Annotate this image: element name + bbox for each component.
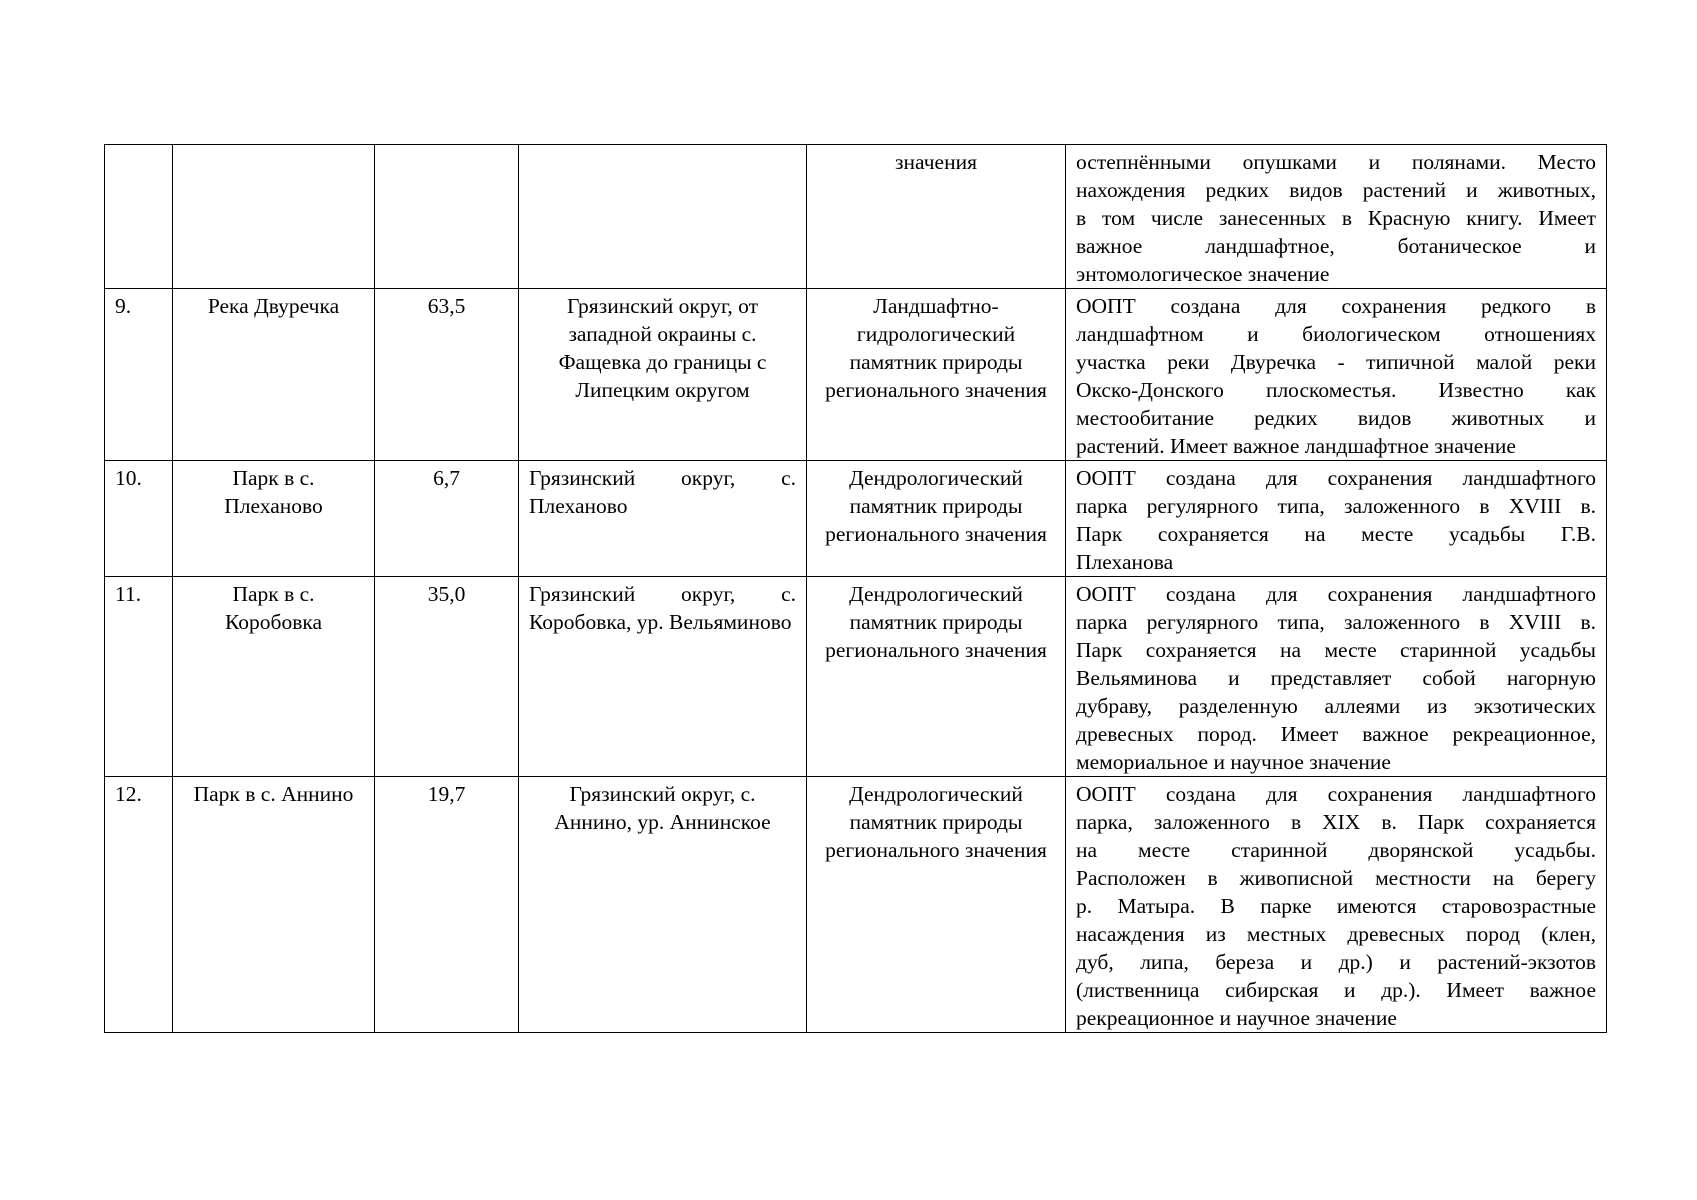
area-category: Дендрологический памятник природы регионального значения (807, 577, 1066, 777)
description-line: остепнёнными опушками и полянами. Место (1076, 150, 1596, 174)
description-line: (лиственница сибирская и др.). Имеет важное (1076, 978, 1596, 1002)
description-line: древесных пород. Имеет важное рекреационное, (1076, 722, 1596, 746)
description-line: Окско-Донского плоскоместья. Известно как (1076, 378, 1596, 402)
description-line: в том числе занесенных в Красную книгу. Имеет (1076, 206, 1596, 230)
area-size (375, 145, 519, 289)
description-line: местообитание редких видов животных и (1076, 406, 1596, 430)
area-location: Грязинский округ, с. Аннино, ур. Аннинское (519, 777, 807, 1033)
area-name: Парк в с. Аннино (173, 777, 375, 1033)
area-location: Грязинский округ, с. Плеханово (519, 461, 807, 577)
table-row (105, 577, 1607, 777)
description-line: важное ландшафтное, ботаническое и (1076, 234, 1596, 258)
area-category: Дендрологический памятник природы регионального значения (807, 777, 1066, 1033)
area-category: Дендрологический памятник природы регионального значения (807, 461, 1066, 577)
row-number: 11. (105, 577, 173, 777)
area-size: 35,0 (375, 577, 519, 777)
description-line: Парк сохраняется на месте усадьбы Г.В. (1076, 522, 1596, 546)
row-number (105, 145, 173, 289)
description-line: мемориальное и научное значение (1076, 750, 1391, 774)
description-line: ООПТ создана для сохранения редкого в (1076, 294, 1596, 318)
description-line: ООПТ создана для сохранения ландшафтного (1076, 782, 1596, 806)
area-location: Грязинский округ, с. Коробовка, ур. Вельяминово (519, 577, 807, 777)
area-name: Парк в с. Плеханово (173, 461, 375, 577)
description-line: дубраву, разделенную аллеями из экзотических (1076, 694, 1596, 718)
description-line: ООПТ создана для сохранения ландшафтного (1076, 466, 1596, 490)
description-line: парка регулярного типа, заложенного в XVIII в. (1076, 494, 1596, 518)
area-size: 19,7 (375, 777, 519, 1033)
table-row (105, 777, 1607, 1033)
description-line: на месте старинной дворянской усадьбы. (1076, 838, 1596, 862)
area-name (173, 145, 375, 289)
description-line: парка, заложенного в XIX в. Парк сохраняется (1076, 810, 1596, 834)
description-line: Плеханова (1076, 550, 1174, 574)
area-description (1066, 145, 1607, 289)
description-line: ООПТ создана для сохранения ландшафтного (1076, 582, 1596, 606)
area-description (1066, 461, 1607, 577)
table-row (105, 461, 1607, 577)
area-description (1066, 289, 1607, 461)
row-number: 10. (105, 461, 173, 577)
description-line: дуб, липа, береза и др.) и растений-экзотов (1076, 950, 1596, 974)
description-line: насаждения из местных древесных пород (клен, (1076, 922, 1596, 946)
description-line: нахождения редких видов растений и животных, (1076, 178, 1596, 202)
area-location (519, 145, 807, 289)
area-name: Река Двуречка (173, 289, 375, 461)
description-line: парка регулярного типа, заложенного в XVIII в. (1076, 610, 1596, 634)
description-line: р. Матыра. В парке имеются старовозрастные (1076, 894, 1596, 918)
description-line: ландшафтном и биологическом отношениях (1076, 322, 1596, 346)
area-description (1066, 577, 1607, 777)
area-description (1066, 777, 1607, 1033)
area-location: Грязинский округ, от западной окраины с. Фащевка до границы с Липецким округом (519, 289, 807, 461)
area-size: 6,7 (375, 461, 519, 577)
table-row (105, 145, 1607, 289)
table-body (105, 145, 1607, 1033)
description-line: участка реки Двуречка - типичной малой реки (1076, 350, 1596, 374)
area-size: 63,5 (375, 289, 519, 461)
row-number: 9. (105, 289, 173, 461)
description-line: Парк сохраняется на месте старинной усадьбы (1076, 638, 1596, 662)
protected-areas-table (104, 144, 1607, 1033)
description-line: Вельяминова и представляет собой нагорную (1076, 666, 1596, 690)
area-name: Парк в с. Коробовка (173, 577, 375, 777)
area-category: Ландшафтно-гидрологический памятник природы регионального значения (807, 289, 1066, 461)
table-row (105, 289, 1607, 461)
description-line: энтомологическое значение (1076, 262, 1330, 286)
description-line: Расположен в живописной местности на берегу (1076, 866, 1596, 890)
row-number: 12. (105, 777, 173, 1033)
description-line: растений. Имеет важное ландшафтное значение (1076, 434, 1516, 458)
description-line: рекреационное и научное значение (1076, 1006, 1397, 1030)
area-category: значения (807, 145, 1066, 289)
